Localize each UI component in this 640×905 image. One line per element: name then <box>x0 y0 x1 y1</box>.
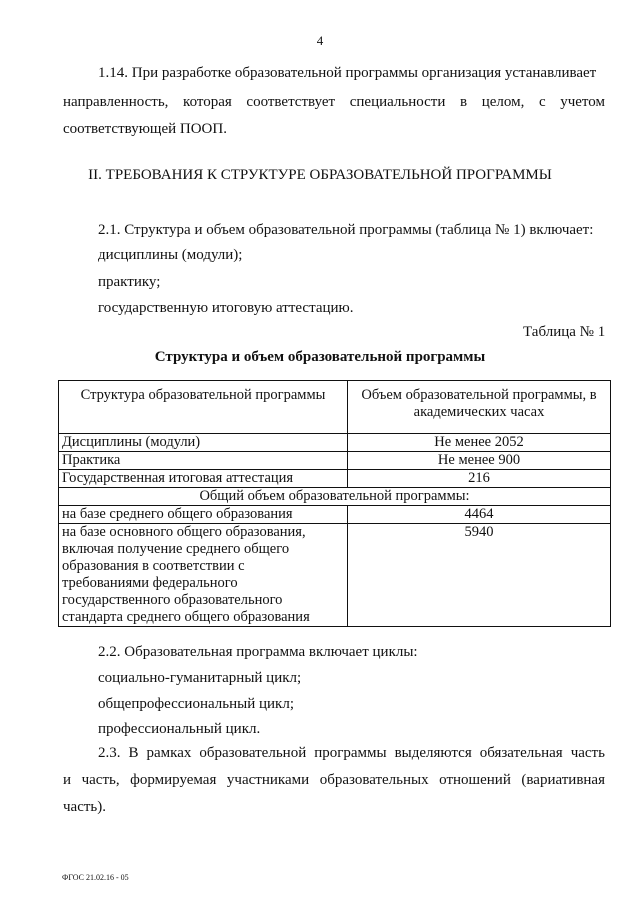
table-total-row <box>59 488 611 506</box>
page-number: 4 <box>316 33 324 48</box>
word: участниками <box>226 772 310 788</box>
row-label: Дисциплины (модули) <box>59 434 348 452</box>
row-label: Государственная итоговая аттестация <box>59 470 348 488</box>
row-value: Не менее 2052 <box>348 434 611 452</box>
header-volume: Объем образовательной программы, в академических часах <box>348 381 611 434</box>
word: программы <box>314 745 387 761</box>
table-label: Таблица № 1 <box>523 324 606 340</box>
word: 2.3. <box>98 745 121 761</box>
para-2-3-line3: часть). <box>63 799 107 815</box>
table-row <box>59 434 611 452</box>
row-label: Практика <box>59 452 348 470</box>
row-value: 216 <box>348 470 611 488</box>
word: рамках <box>146 745 192 761</box>
list-item: дисциплины (модули); <box>98 247 243 263</box>
table-row <box>59 452 611 470</box>
para-2-3-line1 <box>98 745 605 762</box>
para-1-14-line3: соответствующей ПООП. <box>63 121 227 137</box>
word: которая <box>183 94 232 110</box>
table-header-row <box>59 381 611 434</box>
word: образовательной <box>199 745 307 761</box>
word: выделяются <box>394 745 472 761</box>
word: в <box>460 94 468 110</box>
table-row <box>59 506 611 524</box>
list-item: общепрофессиональный цикл; <box>98 696 294 712</box>
word: формируемая <box>130 772 217 788</box>
row-value: 5940 <box>348 524 611 627</box>
table-row <box>59 470 611 488</box>
word: специальности <box>349 94 446 110</box>
list-item: государственную итоговую аттестацию. <box>98 300 354 316</box>
para-2-1-intro: 2.1. Структура и объем образовательной программы (таблица № 1) включает: <box>98 222 594 238</box>
header-structure: Структура образовательной программы <box>59 381 348 434</box>
para-1-14-line1: 1.14. При разработке образовательной программы организация устанавливает <box>98 65 597 81</box>
word: часть, <box>81 772 120 788</box>
word: целом, <box>481 94 525 110</box>
word: (вариативная <box>521 772 605 788</box>
word: отношений <box>439 772 511 788</box>
para-2-2-intro: 2.2. Образовательная программа включает циклы: <box>98 644 418 660</box>
row-label: на базе основного общего образования, включая получение среднего общего образования в соответствии с требованиями федерального государственного образовательного стандарта среднего общего образования <box>59 524 348 627</box>
total-label: Общий объем образовательной программы: <box>59 488 611 506</box>
list-item: практику; <box>98 274 161 290</box>
word: направленность, <box>63 94 169 110</box>
para-2-3-line2 <box>63 772 605 789</box>
program-structure-table <box>58 380 611 627</box>
row-value: Не менее 900 <box>348 452 611 470</box>
row-label: на базе среднего общего образования <box>59 506 348 524</box>
word: и <box>63 772 72 788</box>
word: соответствует <box>246 94 336 110</box>
para-1-14-line2 <box>63 94 605 111</box>
word: обязательная <box>479 745 563 761</box>
word: образовательных <box>319 772 429 788</box>
row-value: 4464 <box>348 506 611 524</box>
section-heading: II. ТРЕБОВАНИЯ К СТРУКТУРЕ ОБРАЗОВАТЕЛЬНОЙ ПРОГРАММЫ <box>88 167 552 183</box>
table-row <box>59 524 611 627</box>
list-item: социально-гуманитарный цикл; <box>98 670 302 686</box>
table-caption: Структура и объем образовательной программы <box>154 349 486 365</box>
word: учетом <box>560 94 605 110</box>
footer-code: ФГОС 21.02.16 - 05 <box>62 873 129 882</box>
word: В <box>128 745 139 761</box>
word: с <box>538 94 546 110</box>
word: часть <box>570 745 605 761</box>
list-item: профессиональный цикл. <box>98 721 261 737</box>
